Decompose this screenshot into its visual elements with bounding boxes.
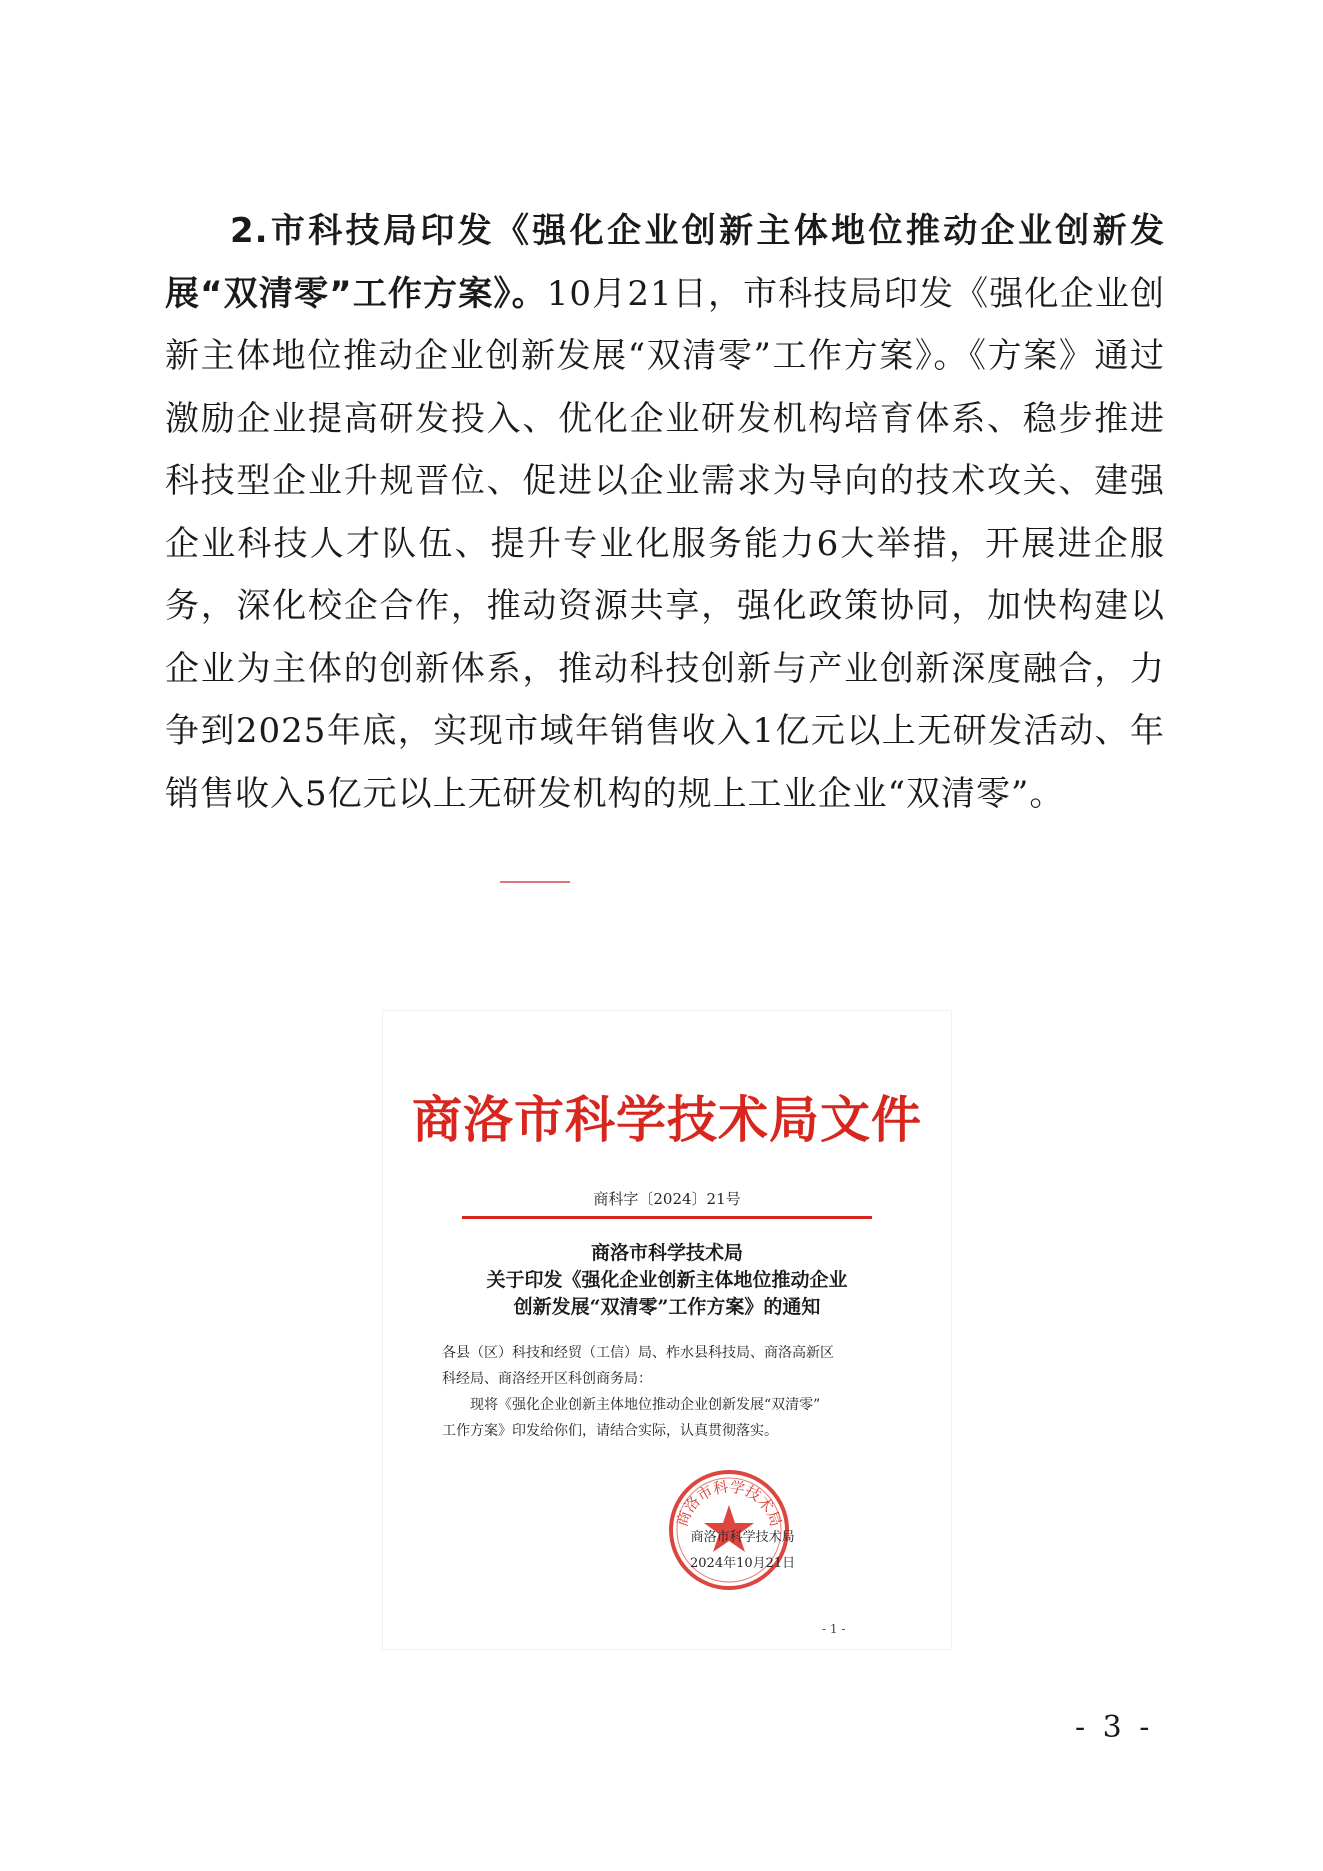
seal-text: 商洛市科学技术局: [672, 1477, 786, 1529]
addressee-line-1: 各县（区）科技和经贸（工信）局、柞水县科技局、商洛高新区: [442, 1345, 834, 1361]
embedded-page-number: - 1 -: [822, 1622, 846, 1636]
article-body-text: 10月21日，市科技局印发《强化企业创新主体地位推动企业创新发展“双清零”工作方案》。《方案》通过激励企业提高研发投入、优化企业研发机构培育体系、稳步推进科技型企业升规晋位、促进以企业需求为导向的技术攻关、建强企业科技人才队伍、提升专业化服务能力6大举措，开展进企服务，深化校企合作，推动资源共享，强化政策协同，加快构建以企业为主体的创新体系，推动科技创新与产业创新深度融合，力争到2025年底，实现市域年销售收入1亿元以上无研发活动、年销售收入5亿元以上无研发机构的规上工业企业“双清零”。: [165, 273, 1165, 814]
red-mark: [500, 881, 570, 883]
notice-heading-line-1: 商洛市科学技术局: [590, 1242, 743, 1264]
notice-body: [442, 1340, 892, 1444]
notice-heading-line-3: 创新发展“双清零”工作方案》的通知: [513, 1296, 821, 1318]
article-lead-title: 2.市科技局印发《强化企业创新主体地位推动企业创新发展“双清零”工作方案》。: [165, 211, 1165, 314]
signature-organization: 商洛市科学技术局: [690, 1530, 795, 1545]
signature-block: [690, 1525, 795, 1577]
notice-heading: [382, 1240, 952, 1321]
article-paragraph: [165, 200, 1165, 825]
document-red-header-title: 商洛市科学技术局文件: [412, 1090, 922, 1149]
red-divider-line: [462, 1216, 872, 1219]
body-line-1: 现将《强化企业创新主体地位推动企业创新发展“双清零”: [470, 1397, 821, 1413]
addressee-line-2: 科经局、商洛经开区科创商务局：: [442, 1371, 652, 1387]
page-number: - 3 -: [1075, 1710, 1154, 1745]
embedded-official-document-image: [382, 1010, 952, 1650]
notice-heading-line-2: 关于印发《强化企业创新主体地位推动企业: [486, 1269, 848, 1291]
signature-date: 2024年10月21日: [690, 1556, 796, 1571]
document-number: 商科字〔2024〕21号: [593, 1190, 741, 1208]
body-line-2: 工作方案》印发给你们，请结合实际，认真贯彻落实。: [442, 1423, 778, 1439]
